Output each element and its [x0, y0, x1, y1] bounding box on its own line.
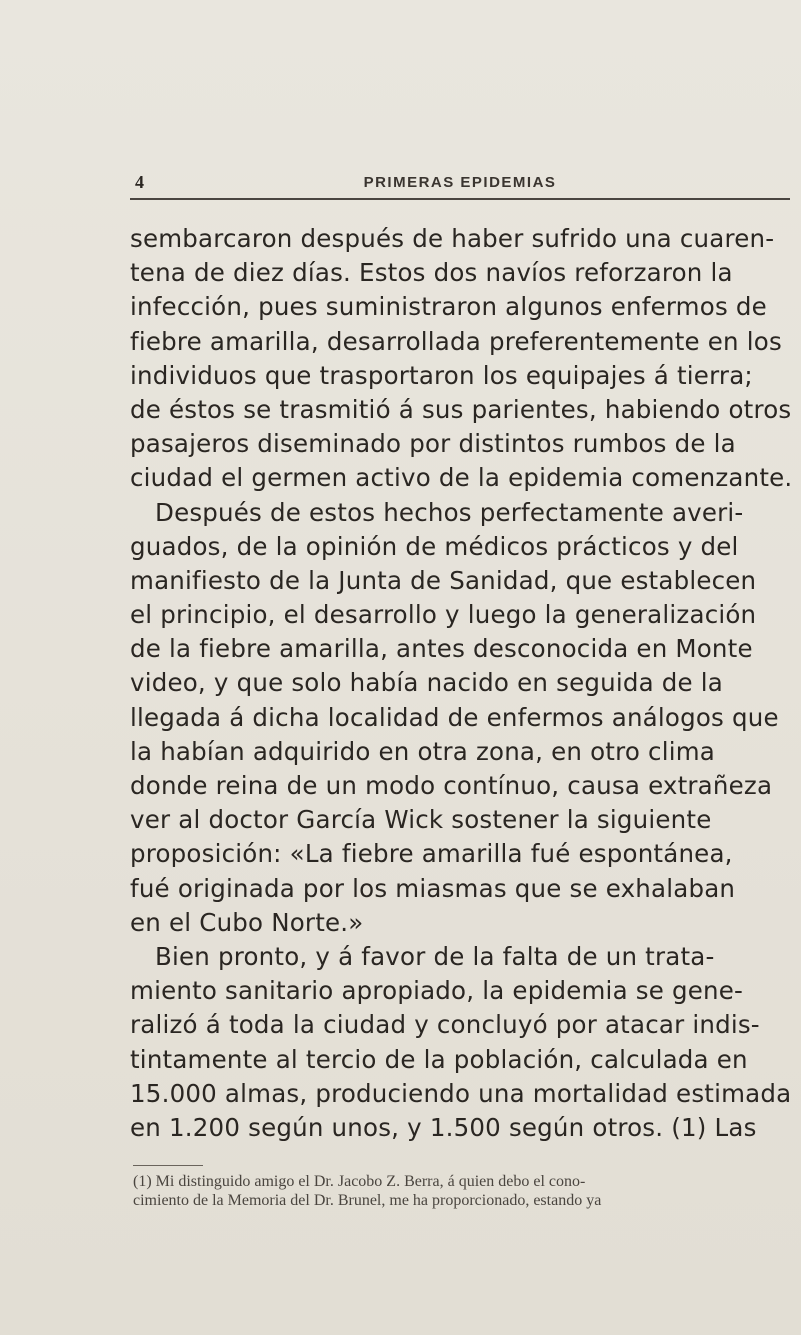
text-line: ralizó á toda la ciudad y concluyó por atacar indis- [130, 1010, 760, 1040]
text-line: guados, de la opinión de médicos prácticos y del [130, 531, 739, 561]
text-line: tintamente al tercio de la población, calculada en [130, 1044, 748, 1074]
footnote-line: cimiento de la Memoria del Dr. Brunel, me ha proporcionado, estando ya [133, 1192, 602, 1209]
text-line: ver al doctor García Wick sostener la siguiente [130, 805, 712, 835]
footnote [133, 1172, 793, 1210]
text-line: llegada á dicha localidad de enfermos análogos que [130, 702, 779, 732]
footnote-rule [133, 1165, 203, 1166]
text-line: Bien pronto, y á favor de la falta de un trata- [155, 941, 715, 971]
header-rule [130, 198, 790, 200]
text-line: miento sanitario apropiado, la epidemia se gene- [130, 976, 744, 1006]
text-line: fué originada por los miasmas que se exhalaban [130, 873, 736, 903]
text-line: individuos que trasportaron los equipajes á tierra; [130, 360, 753, 390]
text-line: en 1.200 según unos, y 1.500 según otros. (1) Las [130, 1112, 757, 1142]
text-line: fiebre amarilla, desarrollada preferentemente en los [130, 326, 782, 356]
text-line: infección, pues suministraron algunos enfermos de [130, 292, 767, 322]
text-line: de la fiebre amarilla, antes desconocida en Monte [130, 634, 753, 664]
text-line: sembarcaron después de haber sufrido una cuaren- [130, 224, 775, 253]
text-line: manifiesto de la Junta de Sanidad, que establecen [130, 565, 757, 595]
text-line: ciudad el germen activo de la epidemia comenzante. [130, 463, 793, 493]
body-text [130, 222, 793, 1145]
text-line: Después de estos hechos perfectamente averi- [155, 497, 744, 527]
running-title: PRIMERAS EPIDEMIAS [363, 174, 557, 191]
text-line: en el Cubo Norte.» [130, 907, 364, 937]
page-number: 4 [135, 172, 144, 192]
text-line: proposición: «La fiebre amarilla fué espontánea, [130, 839, 733, 869]
text-line: donde reina de un modo contínuo, causa extrañeza [130, 771, 773, 800]
text-line: el principio, el desarrollo y luego la generalización [130, 600, 757, 630]
running-head [135, 172, 775, 198]
text-line: pasajeros diseminado por distintos rumbos de la [130, 429, 736, 459]
text-line: de éstos se trasmitió á sus parientes, habiendo otros [130, 394, 792, 424]
text-line: la habían adquirido en otra zona, en otro clima [130, 736, 715, 766]
text-line: 15.000 almas, produciendo una mortalidad estimada [130, 1078, 792, 1108]
text-line: video, y que solo había nacido en seguida de la [130, 668, 724, 698]
footnote-line: (1) Mi distinguido amigo el Dr. Jacobo Z. Berra, á quien debo el cono- [133, 1173, 586, 1190]
text-line: tena de diez días. Estos dos navíos reforzaron la [130, 258, 733, 288]
